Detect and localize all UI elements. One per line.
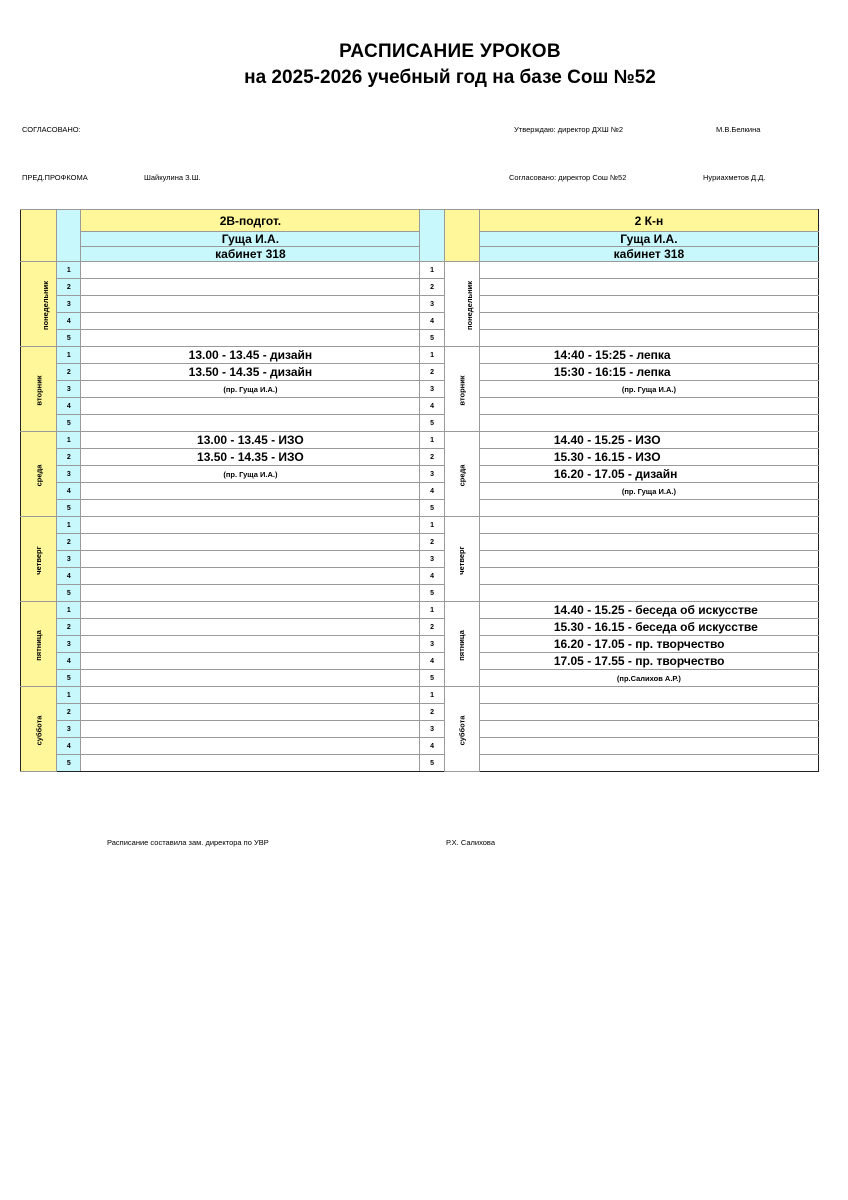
- lesson-cell-left: 13.00 - 13.45 - дизайн: [81, 347, 420, 364]
- table-row: [21, 296, 819, 313]
- lesson-number: 1: [57, 517, 81, 534]
- teacher-left: Гуща И.А.: [81, 232, 420, 247]
- class-name-left: 2В-подгот.: [81, 210, 420, 232]
- lesson-number: 3: [57, 551, 81, 568]
- lesson-number: 4: [420, 653, 444, 670]
- lesson-number: 3: [57, 381, 81, 398]
- lesson-number: 5: [420, 330, 444, 347]
- lesson-number: 2: [57, 449, 81, 466]
- lesson-number: 1: [420, 687, 444, 704]
- day-label: вторник: [457, 375, 467, 406]
- lesson-number: 1: [57, 602, 81, 619]
- table-row: [21, 432, 819, 449]
- table-row: [21, 755, 819, 772]
- lesson-cell-left: [81, 636, 420, 653]
- table-row: [21, 721, 819, 738]
- table-row: [21, 398, 819, 415]
- lesson-number: 4: [420, 738, 444, 755]
- teacher-right: Гуща И.А.: [479, 232, 818, 247]
- table-row: [21, 364, 819, 381]
- lesson-cell-right: (пр.Салихов А.Р.): [479, 670, 818, 687]
- table-row: [21, 500, 819, 517]
- lesson-cell-right: 16.20 - 17.05 - дизайн: [479, 466, 818, 483]
- agreed2-name: Нуриахметов Д.Д.: [703, 173, 766, 182]
- table-row: [21, 636, 819, 653]
- lesson-cell-right: [479, 568, 818, 585]
- table-row: [21, 602, 819, 619]
- lesson-number: 3: [57, 721, 81, 738]
- day-label: среда: [34, 464, 44, 487]
- room-left: кабинет 318: [81, 247, 420, 262]
- agreed2-label: Согласовано: директор Сош №52: [509, 173, 627, 182]
- lesson-cell-left: [81, 755, 420, 772]
- union-name: Шайкулина З.Ш.: [144, 173, 201, 182]
- lesson-cell-left: [81, 568, 420, 585]
- lesson-cell-left: [81, 330, 420, 347]
- lesson-cell-left: [81, 585, 420, 602]
- table-row: [21, 551, 819, 568]
- lesson-cell-right: [479, 296, 818, 313]
- table-row: [21, 483, 819, 500]
- lesson-cell-left: [81, 687, 420, 704]
- table-row: [21, 568, 819, 585]
- lesson-cell-left: [81, 738, 420, 755]
- table-row: [21, 517, 819, 534]
- lesson-number: 1: [420, 602, 444, 619]
- day-cell-right: [444, 687, 479, 772]
- class-name-right: 2 К-н: [479, 210, 818, 232]
- day-cell-left: [21, 432, 57, 517]
- lesson-cell-left: [81, 415, 420, 432]
- lesson-cell-right: 17.05 - 17.55 - пр. творчество: [479, 653, 818, 670]
- lesson-number: 3: [420, 466, 444, 483]
- lesson-number: 3: [420, 296, 444, 313]
- lesson-number: 2: [57, 364, 81, 381]
- table-row: [21, 381, 819, 398]
- lesson-number: 2: [420, 619, 444, 636]
- day-cell-right: [444, 262, 479, 347]
- lesson-cell-left: [81, 721, 420, 738]
- lesson-number: 4: [57, 653, 81, 670]
- lesson-number: 1: [420, 347, 444, 364]
- lesson-number: 3: [57, 466, 81, 483]
- day-cell-left: [21, 687, 57, 772]
- lesson-number: 2: [57, 704, 81, 721]
- lesson-cell-right: [479, 738, 818, 755]
- lesson-number: 5: [420, 585, 444, 602]
- table-row: [21, 738, 819, 755]
- lesson-cell-right: 15:30 - 16:15 - лепка: [479, 364, 818, 381]
- lesson-number: 4: [420, 313, 444, 330]
- document-subtitle: на 2025-2026 учебный год на базе Сош №52: [244, 67, 656, 88]
- lesson-number: 2: [420, 449, 444, 466]
- lesson-cell-left: [81, 483, 420, 500]
- lesson-number: 4: [57, 568, 81, 585]
- lesson-cell-right: [479, 500, 818, 517]
- lesson-number: 4: [57, 398, 81, 415]
- lesson-number: 5: [57, 330, 81, 347]
- day-cell-left: [21, 517, 57, 602]
- lesson-cell-right: [479, 721, 818, 738]
- lesson-number: 4: [420, 568, 444, 585]
- lesson-number: 3: [420, 551, 444, 568]
- lesson-cell-right: 15.30 - 16.15 - ИЗО: [479, 449, 818, 466]
- lesson-cell-right: [479, 279, 818, 296]
- lesson-number: 2: [420, 704, 444, 721]
- lesson-number: 4: [420, 483, 444, 500]
- agreed-label: СОГЛАСОВАНО:: [22, 125, 81, 134]
- lesson-cell-right: [479, 398, 818, 415]
- table-row: [21, 262, 819, 279]
- lesson-number: 5: [420, 415, 444, 432]
- lesson-cell-left: [81, 602, 420, 619]
- lesson-cell-left: [81, 619, 420, 636]
- lesson-number: 3: [420, 721, 444, 738]
- lesson-number: 2: [57, 619, 81, 636]
- day-cell-left: [21, 602, 57, 687]
- lesson-cell-left: [81, 398, 420, 415]
- lesson-cell-left: [81, 279, 420, 296]
- lesson-number: 1: [57, 687, 81, 704]
- day-cell-right: [444, 347, 479, 432]
- lesson-number: 3: [420, 636, 444, 653]
- lesson-number: 1: [420, 517, 444, 534]
- lesson-cell-left: [81, 551, 420, 568]
- table-row: [21, 585, 819, 602]
- header-num-cell-right: [420, 210, 444, 262]
- lesson-number: 2: [57, 534, 81, 551]
- schedule-table: [20, 209, 819, 772]
- lesson-number: 4: [57, 738, 81, 755]
- lesson-number: 5: [57, 415, 81, 432]
- table-row: [21, 534, 819, 551]
- lesson-cell-left: [81, 313, 420, 330]
- table-row: [21, 466, 819, 483]
- table-row: [21, 687, 819, 704]
- composed-by-name: Р.Х. Салихова: [446, 838, 495, 847]
- lesson-number: 4: [57, 313, 81, 330]
- header-day-cell-left: [21, 210, 57, 262]
- lesson-cell-left: [81, 500, 420, 517]
- lesson-number: 5: [57, 500, 81, 517]
- table-row: [21, 653, 819, 670]
- lesson-cell-right: [479, 687, 818, 704]
- lesson-number: 3: [57, 636, 81, 653]
- day-label: понедельник: [41, 280, 51, 331]
- lesson-cell-left: [81, 704, 420, 721]
- day-label: пятница: [34, 630, 44, 661]
- lesson-cell-right: [479, 262, 818, 279]
- header-day-cell-right: [444, 210, 479, 262]
- composed-by-label: Расписание составила зам. директора по УВР: [107, 838, 269, 847]
- day-label: среда: [457, 464, 467, 487]
- day-cell-right: [444, 432, 479, 517]
- lesson-number: 1: [57, 347, 81, 364]
- day-cell-right: [444, 602, 479, 687]
- day-label: понедельник: [464, 280, 474, 331]
- day-label: четверг: [34, 546, 44, 575]
- lesson-number: 1: [57, 262, 81, 279]
- lesson-cell-right: 14.40 - 15.25 - беседа об искусстве: [479, 602, 818, 619]
- lesson-number: 1: [420, 262, 444, 279]
- lesson-number: 1: [57, 432, 81, 449]
- lesson-cell-right: [479, 704, 818, 721]
- lesson-cell-right: [479, 330, 818, 347]
- lesson-number: 5: [57, 670, 81, 687]
- day-cell-left: [21, 262, 57, 347]
- lesson-cell-left: [81, 296, 420, 313]
- approve-label: Утверждаю: директор ДХШ №2: [514, 125, 624, 134]
- lesson-cell-left: [81, 517, 420, 534]
- lesson-number: 4: [420, 398, 444, 415]
- lesson-number: 5: [57, 755, 81, 772]
- day-label: пятница: [457, 630, 467, 661]
- lesson-number: 5: [420, 755, 444, 772]
- lesson-number: 5: [420, 500, 444, 517]
- lesson-cell-right: (пр. Гуща И.А.): [479, 381, 818, 398]
- table-row: [21, 449, 819, 466]
- day-label: суббота: [457, 715, 467, 746]
- lesson-cell-left: [81, 670, 420, 687]
- lesson-cell-right: [479, 551, 818, 568]
- day-label: четверг: [457, 546, 467, 575]
- lesson-number: 3: [420, 381, 444, 398]
- table-row: [21, 619, 819, 636]
- lesson-cell-left: [81, 534, 420, 551]
- lesson-cell-right: (пр. Гуща И.А.): [479, 483, 818, 500]
- lesson-cell-left: [81, 262, 420, 279]
- lesson-cell-right: [479, 517, 818, 534]
- lesson-cell-right: [479, 534, 818, 551]
- lesson-number: 2: [57, 279, 81, 296]
- table-row: [21, 347, 819, 364]
- lesson-number: 1: [420, 432, 444, 449]
- table-row: [21, 670, 819, 687]
- lesson-cell-right: [479, 415, 818, 432]
- lesson-number: 5: [420, 670, 444, 687]
- document-title: РАСПИСАНИЕ УРОКОВ: [339, 41, 561, 62]
- lesson-cell-right: [479, 585, 818, 602]
- approve-name: М.В.Белкина: [716, 125, 761, 134]
- table-row: [21, 330, 819, 347]
- day-label: суббота: [34, 715, 44, 746]
- lesson-cell-right: 16.20 - 17.05 - пр. творчество: [479, 636, 818, 653]
- lesson-cell-left: 13.50 - 14.35 - дизайн: [81, 364, 420, 381]
- table-row: [21, 704, 819, 721]
- lesson-cell-left: 13.50 - 14.35 - ИЗО: [81, 449, 420, 466]
- lesson-cell-right: [479, 755, 818, 772]
- lesson-number: 2: [420, 279, 444, 296]
- lesson-number: 2: [420, 534, 444, 551]
- union-label: ПРЕД.ПРОФКОМА: [22, 173, 88, 182]
- lesson-cell-right: 15.30 - 16.15 - беседа об искусстве: [479, 619, 818, 636]
- lesson-cell-left: (пр. Гуща И.А.): [81, 466, 420, 483]
- lesson-cell-right: 14.40 - 15.25 - ИЗО: [479, 432, 818, 449]
- lesson-number: 4: [57, 483, 81, 500]
- room-right: кабинет 318: [479, 247, 818, 262]
- table-row: [21, 415, 819, 432]
- lesson-number: 5: [57, 585, 81, 602]
- lesson-cell-right: 14:40 - 15:25 - лепка: [479, 347, 818, 364]
- day-label: вторник: [34, 375, 44, 406]
- header-num-cell-left: [57, 210, 81, 262]
- day-cell-left: [21, 347, 57, 432]
- lesson-cell-left: (пр. Гуща И.А.): [81, 381, 420, 398]
- lesson-number: 3: [57, 296, 81, 313]
- lesson-cell-right: [479, 313, 818, 330]
- table-row: [21, 313, 819, 330]
- lesson-number: 2: [420, 364, 444, 381]
- lesson-cell-left: [81, 653, 420, 670]
- lesson-cell-left: 13.00 - 13.45 - ИЗО: [81, 432, 420, 449]
- table-row: [21, 279, 819, 296]
- day-cell-right: [444, 517, 479, 602]
